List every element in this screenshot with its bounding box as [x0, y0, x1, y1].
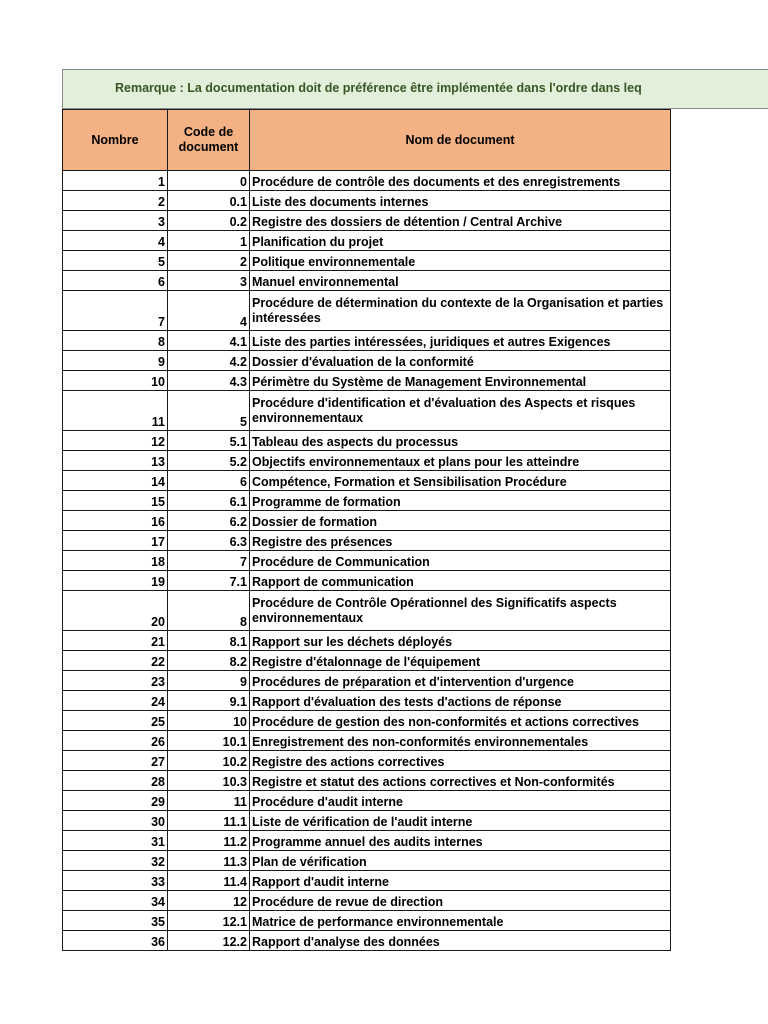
row-document-name: Procédure de Communication	[250, 551, 671, 571]
row-number: 1	[63, 171, 168, 191]
row-document-name: Procédure de Contrôle Opérationnel des Significatifs aspects environnementaux	[250, 591, 671, 631]
table-row	[63, 711, 671, 731]
row-number: 19	[63, 571, 168, 591]
row-document-name: Plan de vérification	[250, 851, 671, 871]
row-code: 4	[168, 291, 250, 331]
row-code: 12	[168, 891, 250, 911]
table-row	[63, 751, 671, 771]
row-document-name: Manuel environnemental	[250, 271, 671, 291]
table-row	[63, 891, 671, 911]
header-document-name: Nom de document	[250, 110, 671, 171]
table-row	[63, 371, 671, 391]
row-number: 20	[63, 591, 168, 631]
row-code: 11.4	[168, 871, 250, 891]
row-code: 11	[168, 791, 250, 811]
table-row	[63, 191, 671, 211]
row-document-name: Matrice de performance environnementale	[250, 911, 671, 931]
row-code: 9.1	[168, 691, 250, 711]
row-document-name: Procédure de détermination du contexte de la Organisation et parties intéressées	[250, 291, 671, 331]
row-code: 11.1	[168, 811, 250, 831]
table-row	[63, 831, 671, 851]
row-document-name: Liste des parties intéressées, juridiques et autres Exigences	[250, 331, 671, 351]
row-number: 9	[63, 351, 168, 371]
row-number: 27	[63, 751, 168, 771]
row-number: 31	[63, 831, 168, 851]
row-document-name: Registre des dossiers de détention / Central Archive	[250, 211, 671, 231]
row-code: 5	[168, 391, 250, 431]
row-document-name: Procédures de préparation et d'intervention d'urgence	[250, 671, 671, 691]
row-number: 36	[63, 931, 168, 951]
row-code: 6.3	[168, 531, 250, 551]
row-code: 8.1	[168, 631, 250, 651]
row-document-name: Rapport d'audit interne	[250, 871, 671, 891]
row-number: 2	[63, 191, 168, 211]
row-code: 7.1	[168, 571, 250, 591]
row-number: 33	[63, 871, 168, 891]
row-code: 4.1	[168, 331, 250, 351]
row-code: 4.3	[168, 371, 250, 391]
row-document-name: Liste de vérification de l'audit interne	[250, 811, 671, 831]
row-document-name: Registre d'étalonnage de l'équipement	[250, 651, 671, 671]
row-number: 32	[63, 851, 168, 871]
row-document-name: Dossier d'évaluation de la conformité	[250, 351, 671, 371]
table-row	[63, 631, 671, 651]
table-row	[63, 491, 671, 511]
row-code: 0.1	[168, 191, 250, 211]
row-number: 29	[63, 791, 168, 811]
row-document-name: Procédure de revue de direction	[250, 891, 671, 911]
table-row	[63, 231, 671, 251]
table-header-row	[63, 110, 671, 171]
row-code: 12.1	[168, 911, 250, 931]
table-row	[63, 771, 671, 791]
row-number: 35	[63, 911, 168, 931]
row-document-name: Liste des documents internes	[250, 191, 671, 211]
row-document-name: Registre des actions correctives	[250, 751, 671, 771]
row-document-name: Registre et statut des actions correctives et Non-conformités	[250, 771, 671, 791]
row-document-name: Programme annuel des audits internes	[250, 831, 671, 851]
row-number: 4	[63, 231, 168, 251]
row-code: 6.2	[168, 511, 250, 531]
table-row	[63, 551, 671, 571]
row-number: 5	[63, 251, 168, 271]
table-row	[63, 691, 671, 711]
table-row	[63, 811, 671, 831]
row-number: 16	[63, 511, 168, 531]
row-number: 22	[63, 651, 168, 671]
row-document-name: Registre des présences	[250, 531, 671, 551]
table-row	[63, 351, 671, 371]
row-document-name: Objectifs environnementaux et plans pour les atteindre	[250, 451, 671, 471]
document-table	[62, 109, 671, 951]
table-row	[63, 791, 671, 811]
table-row	[63, 211, 671, 231]
row-number: 12	[63, 431, 168, 451]
row-code: 3	[168, 271, 250, 291]
row-number: 25	[63, 711, 168, 731]
row-document-name: Politique environnementale	[250, 251, 671, 271]
row-number: 23	[63, 671, 168, 691]
row-code: 0.2	[168, 211, 250, 231]
row-code: 10	[168, 711, 250, 731]
row-code: 2	[168, 251, 250, 271]
row-document-name: Dossier de formation	[250, 511, 671, 531]
remark-banner	[62, 69, 768, 109]
table-row	[63, 531, 671, 551]
table-row	[63, 391, 671, 431]
row-document-name: Rapport d'évaluation des tests d'actions de réponse	[250, 691, 671, 711]
row-number: 7	[63, 291, 168, 331]
row-document-name: Périmètre du Système de Management Environnemental	[250, 371, 671, 391]
row-number: 26	[63, 731, 168, 751]
row-code: 6.1	[168, 491, 250, 511]
row-document-name: Rapport sur les déchets déployés	[250, 631, 671, 651]
header-code: Code de document	[168, 110, 250, 171]
table-row	[63, 571, 671, 591]
row-document-name: Procédure de gestion des non-conformités et actions correctives	[250, 711, 671, 731]
row-code: 11.2	[168, 831, 250, 851]
row-document-name: Procédure de contrôle des documents et des enregistrements	[250, 171, 671, 191]
row-code: 11.3	[168, 851, 250, 871]
table-row	[63, 671, 671, 691]
table-row	[63, 171, 671, 191]
table-row	[63, 271, 671, 291]
row-code: 10.1	[168, 731, 250, 751]
row-number: 11	[63, 391, 168, 431]
table-row	[63, 591, 671, 631]
row-number: 15	[63, 491, 168, 511]
row-number: 34	[63, 891, 168, 911]
row-code: 4.2	[168, 351, 250, 371]
row-code: 5.2	[168, 451, 250, 471]
row-document-name: Planification du projet	[250, 231, 671, 251]
row-code: 9	[168, 671, 250, 691]
row-code: 12.2	[168, 931, 250, 951]
row-code: 10.2	[168, 751, 250, 771]
row-number: 3	[63, 211, 168, 231]
row-document-name: Rapport d'analyse des données	[250, 931, 671, 951]
row-code: 0	[168, 171, 250, 191]
row-document-name: Tableau des aspects du processus	[250, 431, 671, 451]
row-number: 21	[63, 631, 168, 651]
table-row	[63, 851, 671, 871]
table-row	[63, 471, 671, 491]
row-number: 24	[63, 691, 168, 711]
row-number: 18	[63, 551, 168, 571]
row-code: 6	[168, 471, 250, 491]
table-row	[63, 911, 671, 931]
row-document-name: Procédure d'identification et d'évaluation des Aspects et risques environnementaux	[250, 391, 671, 431]
row-code: 7	[168, 551, 250, 571]
row-number: 14	[63, 471, 168, 491]
row-code: 10.3	[168, 771, 250, 791]
table-row	[63, 431, 671, 451]
row-number: 10	[63, 371, 168, 391]
row-document-name: Compétence, Formation et Sensibilisation Procédure	[250, 471, 671, 491]
remark-text: Remarque : La documentation doit de préférence être implémentée dans l'ordre dans leq	[115, 81, 642, 95]
row-code: 1	[168, 231, 250, 251]
row-number: 30	[63, 811, 168, 831]
table-row	[63, 291, 671, 331]
table-row	[63, 251, 671, 271]
row-document-name: Enregistrement des non-conformités environnementales	[250, 731, 671, 751]
row-number: 6	[63, 271, 168, 291]
row-code: 8.2	[168, 651, 250, 671]
row-code: 8	[168, 591, 250, 631]
row-number: 13	[63, 451, 168, 471]
row-number: 28	[63, 771, 168, 791]
table-row	[63, 331, 671, 351]
table-row	[63, 871, 671, 891]
header-nombre: Nombre	[63, 110, 168, 171]
row-document-name: Rapport de communication	[250, 571, 671, 591]
table-row	[63, 451, 671, 471]
table-row	[63, 651, 671, 671]
table-row	[63, 931, 671, 951]
table-row	[63, 511, 671, 531]
row-number: 17	[63, 531, 168, 551]
row-document-name: Programme de formation	[250, 491, 671, 511]
row-document-name: Procédure d'audit interne	[250, 791, 671, 811]
table-row	[63, 731, 671, 751]
row-code: 5.1	[168, 431, 250, 451]
row-number: 8	[63, 331, 168, 351]
